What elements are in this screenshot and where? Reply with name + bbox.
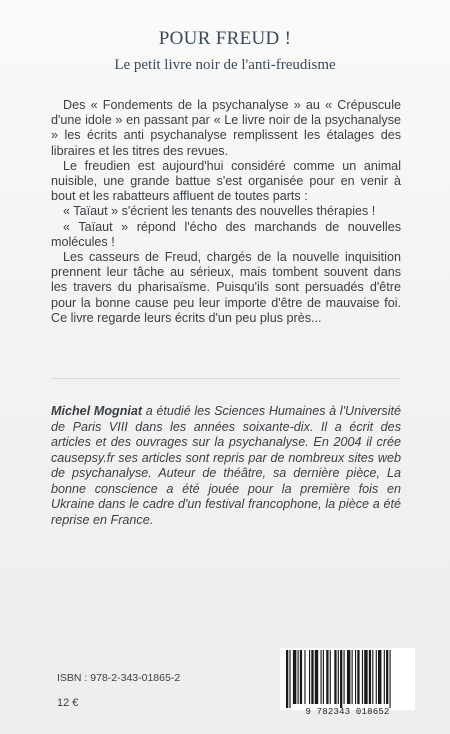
barcode-bar [338,650,339,704]
barcode-bar [357,650,359,704]
barcode-bar [321,650,322,704]
barcode-digits: 9 782343 018652 [305,707,390,717]
barcode-bar [364,650,367,704]
blurb-paragraph-3: « Taïaut » s'écrient les tenants des nouvelles thérapies ! [63,204,376,219]
blurb [51,98,401,326]
barcode-bar [369,650,371,704]
barcode-bar [286,650,288,708]
barcode-bar [344,650,345,704]
book-subtitle: Le petit livre noir de l'anti-freudisme [114,57,336,73]
price-label: 12 € [57,697,79,709]
blurb-paragraph-2: Le freudien est aujourd'hui considéré comme un animal nuisible, une grande battue s'est organisée pour en venir à bout et les rabatteurs affluent de toutes parts : [51,158,401,204]
barcode-graphic [280,648,415,708]
barcode-bar [384,650,385,704]
author-bio [51,404,401,528]
barcode-bar [352,650,353,704]
barcode-bar [330,650,331,704]
barcode-bar [300,650,302,704]
barcode-bar [315,650,318,704]
barcode-bar [323,650,324,704]
section-divider [51,378,401,379]
barcode-bar [334,650,336,704]
isbn-label: ISBN : 978-2-343-01865-2 [57,672,181,684]
barcode-bar [340,650,342,708]
blurb-paragraph-4: « Taïaut » répond l'écho des marchands de nouvelles molécules ! [51,219,401,249]
barcode-bar [378,650,381,704]
barcode [280,648,415,710]
barcode-bar [289,650,290,708]
blurb-paragraph-1: Des « Fondements de la psychanalyse » au « Crépuscule d'une idole » en passant par « Le livre noir de la psychanalyse » les écrits anti psychanalyse remplissent les étalages des libraires et les titres des revues. [51,98,401,158]
barcode-bar [362,650,363,704]
barcode-bar [326,650,328,704]
barcode-bar [309,650,310,704]
barcode-bar [304,650,305,704]
author-bio-text: a étudié les Sciences Humaines à l'Université de Paris VIII dans les années soixante-dix. Il a écrit des articles et des ouvrages sur la psychanalyse. En 2004 il crée causepsy.fr ses articles sont repris par de nombreux sites web de psychanalyse. Auteur de théâtre, sa dernière pièce, La bonne conscience a été jouée pour la première fois en Ukraine dans le cadre d'un festival francophone, la pièce a été reprise en France. [51,404,401,527]
barcode-bar [311,650,313,704]
barcode-bar [298,650,299,704]
barcode-bar [293,650,296,704]
barcode-bar [347,650,350,704]
barcode-bar [376,650,377,704]
book-title: POUR FREUD ! [158,28,292,49]
barcode-bar [355,650,356,704]
barcode-bar [386,650,388,704]
author-name: Michel Mogniat [51,404,143,418]
blurb-paragraph-5: Les casseurs de Freud, chargés de la nouvelle inquisition prennent leur tâche au sérieux, mais tombent souvent dans les travers du pharisaïsme. Puisqu'ils sont persuadés d'être pour la bonne cause peu leur importe d'être de mauvaise foi. Ce livre regarde leurs écrits d'un peu plus près... [51,250,401,325]
barcode-bar [372,650,373,704]
barcode-bar [390,650,391,708]
